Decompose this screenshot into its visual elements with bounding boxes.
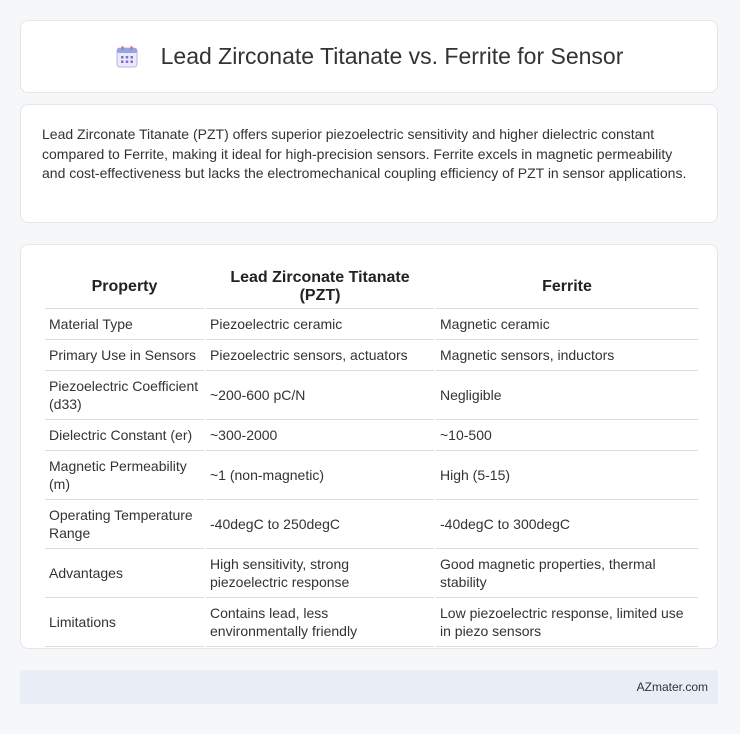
cell-ferrite: -40degC to 300degC <box>436 500 698 549</box>
table-row <box>45 371 698 420</box>
cell-ferrite: Low piezoelectric response, limited use in piezo sensors <box>436 598 698 647</box>
cell-pzt: Piezoelectric sensors, actuators <box>206 340 434 371</box>
cell-property: Operating Temperature Range <box>45 500 204 549</box>
cell-property: Primary Use in Sensors <box>45 340 204 371</box>
header-ferrite: Ferrite <box>436 265 698 309</box>
header-pzt: Lead Zirconate Titanate (PZT) <box>206 265 434 309</box>
comparison-table <box>43 265 700 647</box>
table-row <box>45 309 698 340</box>
table-row <box>45 451 698 500</box>
cell-property: Limitations <box>45 598 204 647</box>
cell-ferrite: Good magnetic properties, thermal stability <box>436 549 698 598</box>
cell-pzt: -40degC to 250degC <box>206 500 434 549</box>
cell-property: Piezoelectric Coefficient (d33) <box>45 371 204 420</box>
cell-pzt: High sensitivity, strong piezoelectric response <box>206 549 434 598</box>
page-title: Lead Zirconate Titanate vs. Ferrite for Sensor <box>160 43 624 69</box>
cell-ferrite: ~10-500 <box>436 420 698 451</box>
table-header-row <box>45 265 698 309</box>
intro-card <box>20 104 718 223</box>
intro-text: Lead Zirconate Titanate (PZT) offers superior piezoelectric sensitivity and higher dielectric constant compared to Ferrite, making it ideal for high-precision sensors. Ferrite excels in magnetic permeability and cost-effectiveness but lacks the electromechanical coupling efficiency of PZT in sensor applications. <box>42 126 687 181</box>
cell-property: Magnetic Permeability (m) <box>45 451 204 500</box>
cell-pzt: Contains lead, less environmentally friendly <box>206 598 434 647</box>
table-row <box>45 500 698 549</box>
comparison-card <box>20 244 718 649</box>
cell-property: Advantages <box>45 549 204 598</box>
cell-property: Dielectric Constant (er) <box>45 420 204 451</box>
table-row <box>45 598 698 647</box>
cell-pzt: Piezoelectric ceramic <box>206 309 434 340</box>
header-property: Property <box>45 265 204 309</box>
cell-pzt: ~200-600 pC/N <box>206 371 434 420</box>
cell-ferrite: Negligible <box>436 371 698 420</box>
cell-ferrite: Magnetic ceramic <box>436 309 698 340</box>
table-row <box>45 420 698 451</box>
title-card <box>20 20 718 93</box>
cell-property: Material Type <box>45 309 204 340</box>
calendar-icon <box>115 45 139 69</box>
table-row <box>45 549 698 598</box>
footer <box>20 670 718 704</box>
cell-pzt: ~1 (non-magnetic) <box>206 451 434 500</box>
cell-ferrite: High (5-15) <box>436 451 698 500</box>
cell-ferrite: Magnetic sensors, inductors <box>436 340 698 371</box>
cell-pzt: ~300-2000 <box>206 420 434 451</box>
table-row <box>45 340 698 371</box>
footer-site: AZmater.com <box>636 680 708 694</box>
